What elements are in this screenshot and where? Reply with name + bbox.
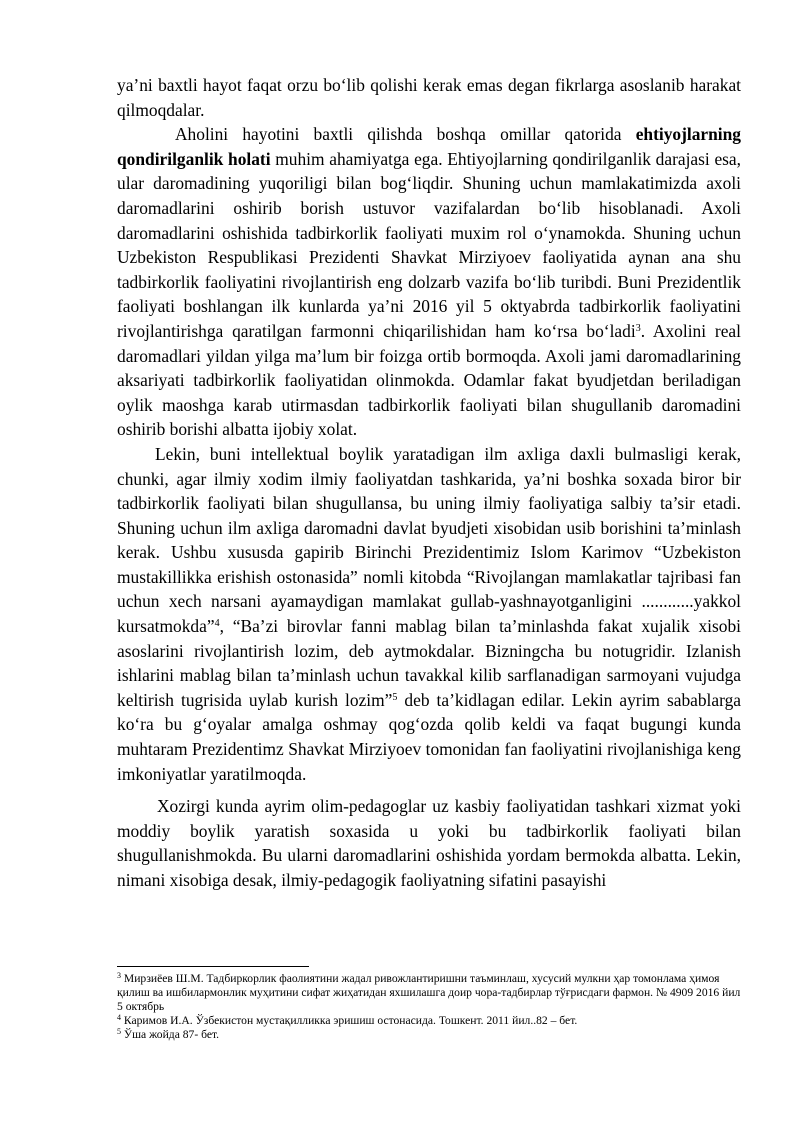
footnote-4 xyxy=(117,1014,741,1028)
footnote-ref-3[interactable]: 3 xyxy=(635,322,641,334)
footnote-text: Каримов И.А. Ўзбекистон мустақилликка эришиш остонасида. Тошкент. 2011 йил..82 – бет. xyxy=(121,1014,578,1027)
paragraph-2-lead: Lekin, buni intellektual boylik yaratadigan ilm axliga daxli bulmasligi kerak, chunki, agar ilmiy xodim ilmiy faoliyatdan tashkarida, ya’ni boshka soxada biror bir tadbirkorlik faoliyati bilan shugullansa, bu uning ilmiy faoliyatiga salbiy ta’sir etadi. Shuning uchun ilm axliga daromadni davlat byudjeti xisobidan usib borishini ta’minlash kerak. Ushbu xususda gapirib Birinchi Prezidentimiz Islom Karimov “Uzbekiston mustakillikka erishish ostonasida” nomli kitobda “Rivojlangan mamlakatlar tajribasi fan uchun xech narsani ayamaydigan mamlakat gullab-yashnayotganligini ............yakkol kursatmokda” xyxy=(117,443,741,637)
body-text xyxy=(117,73,741,893)
paragraph-0 xyxy=(117,73,741,122)
footnote-5 xyxy=(117,1028,741,1042)
footnote-ref-4[interactable]: 4 xyxy=(214,618,220,630)
footnote-mark: 3 xyxy=(117,971,121,980)
footnote-mark: 4 xyxy=(117,1013,121,1022)
footnote-3 xyxy=(117,972,741,1014)
paragraph-1-lead: Aholini hayotini baxtli qilishda boshqa omillar qatorida xyxy=(175,124,636,145)
footnote-text: Ўша жойда 87- бет. xyxy=(121,1028,220,1041)
paragraph-3 xyxy=(117,794,741,892)
footnote-ref-5[interactable]: 5 xyxy=(392,691,398,703)
paragraph-1-middle: muhim ahamiyatga ega. Ehtiyojlarning qondirilganlik darajasi esa, ular daromadining yuqoriligi bilan bog‘liqdir. Shuning uchun mamlakatimizda axoli daromadlarini oshirib borish ustuvor vazifalardan bo‘lib hisoblanadi. Axoli daromadlarini oshishida tadbirkorlik faoliyati muxim rol o‘ynamokda. Shuning uchun Uzbekiston Respublikasi Prezidenti Shavkat Mirziyoev faoliyatida aynan ana shu tadbirkorlik faoliyatini rivojlantirish eng dolzarb vazifa bo‘lib turibdi. Buni Prezidentlik faoliyati boshlangan ilk kunlarda ya’ni 2016 yil 5 oktyabrda tadbirkorlik faoliyatini rivojlantirishga qaratilgan farmonni chiqarilishidan ham ko‘rsa bo‘ladi xyxy=(117,148,742,341)
paragraph-1-bold-term: ehtiyojlarning qondirilganlik holati xyxy=(117,124,741,169)
paragraph-1 xyxy=(117,122,741,442)
paragraph-1-tail: . Axolini real daromadlari yildan yilga ma’lum bir foizga ortib bormoqda. Axoli jami daromadlarining aksariyati tadbirkorlik faoliyatidan olinmokda. Odamlar fakat byudjetdan beriladigan oylik maoshga karab utirmasdan tadbirkorlik faoliyati bilan shugullanib daromadini oshirib borishi albatta ijobiy xolat. xyxy=(117,320,741,440)
paragraph-0-text: ya’ni baxtli hayot faqat orzu bo‘lib qolishi kerak emas degan fikrlarga asoslanib harakat qilmoqdalar. xyxy=(117,75,741,120)
footnote-text: Мирзиёев Ш.М. Тадбиркорлик фаолиятини жадал ривожлантиришни таъминлаш, хусусий мулкни ҳар томонлама ҳимоя қилиш ва ишбилармонлик муҳитини сифат жиҳатидан яхшилашга доир чора-тадбирлар тўғрисдаги фармон. № 4909 2016 йил 5 октябрь xyxy=(117,972,741,1013)
paragraph-2 xyxy=(117,442,741,786)
footnote-separator xyxy=(117,966,309,967)
paragraph-2-tail: deb ta’kidlagan edilar. Lekin ayrim sabablarga ko‘ra bu g‘oyalar amalga oshmay qog‘ozda qolib keldi va faqat bugungi kunda muhtaram Prezidentimz Shavkat Mirziyoev tomonidan fan faoliyatini rivojlanishiga keng imkoniyatlar yaratilmoqda. xyxy=(117,689,742,784)
paragraph-2-middle: , “Ba’zi birovlar fanni mablag bilan ta’minlashda fakat xujalik xisobi asoslarini rivojlantirish lozim, deb aytmokdalar. Bizningcha bu notugridir. Izlanish ishlarini mablag bilan ta’minlash uchun tavakkal kilib sarflanadigan sarmoyani vujudga keltirish tugrisida uylab kurish lozim” xyxy=(117,616,741,710)
footnote-mark: 5 xyxy=(117,1027,121,1036)
paragraph-3-text: Xozirgi kunda ayrim olim-pedagoglar uz kasbiy faoliyatidan tashkari xizmat yoki moddiy boylik yaratish soxasida u yoki bu tadbirkorlik faoliyati bilan shugullanishmokda. Bu ularni daromadlarini oshishida yordam bermokda albatta. Lekin, nimani xisobiga desak, ilmiy-pedagogik faoliyatning sifatini pasayishi xyxy=(117,796,741,890)
footnotes xyxy=(117,972,741,1042)
